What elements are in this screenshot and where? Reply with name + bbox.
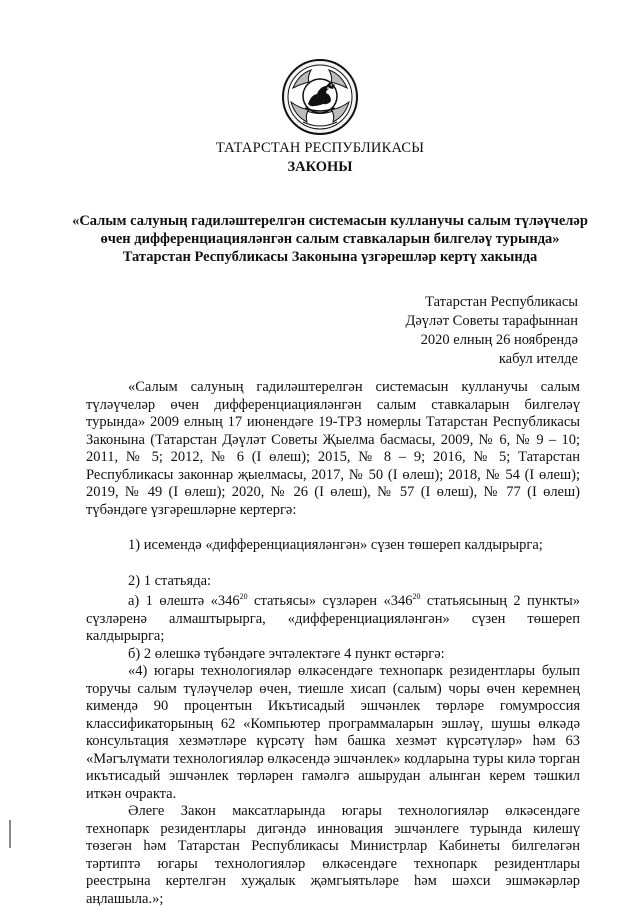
amendment-item-1: 1) исемендә «дифференциацияләнгән» сүзен төшереп калдырырга; xyxy=(128,537,543,553)
title-line-2: өчен дифференциацияләнгән салым ставкаларын билгеләү турында» xyxy=(100,231,560,247)
new-point-4: «4) югары технологияләр өлкәсендәге технопарк резидентлары булып торучы салым түләүчеләр өчен, тиешле хисап (салым) чоры өчен керемнең кимендә 90 процентын Икътисадый эшчәнлек төрләре гомумроссия классификаторының 62 «Компьютер программаларын эшләү, шушы өлкәдә консультация хезмәтләре күрсәтү һәм башка хезмәт күрсәтүләр» һәм 63 «Мәгълүмати технологияләр өлкәсендә эшчәнлек» кодларына туры килә торган икътисадый эшчәнлек төрләрен гамәлгә ашырудан алынган керем тәшкил иткән очракта. xyxy=(86,663,581,802)
item-2a-text-2: статьясы» сүзләрен «346 xyxy=(247,593,413,609)
item-2a-sup-1: 20 xyxy=(239,592,248,602)
coat-of-arms-icon xyxy=(281,58,359,136)
item-2a-sup-2: 20 xyxy=(412,592,421,602)
closing-paragraph: Әлеге Закон максатларында югары технологияләр өлкәсендәге технопарк резидентлары дигәндә инновация эшчәнлеге турында килешү төзегән һәм Татарстан Республикасы Министрлар Кабинеты билгеләгән тәртиптә югары технологияләр өлкәсендәге технопарк резидентлары реестрына кертелгән хуҗалык җәмгыятьләре һәм шәхси эшмәкәрләр аңлашыла.»; xyxy=(86,803,580,907)
item-2a-text-3: статьясының 2 пункты» сүзләренә алмаштырырга, «дифференциацияләнгән» сүзен төшереп калдырырга; xyxy=(86,593,580,644)
amendment-item-2: 2) 1 статьяда: xyxy=(128,572,212,589)
adoption-line-3: 2020 елның 26 ноябрендә xyxy=(420,332,578,348)
republic-name: ТАТАРСТАН РЕСПУБЛИКАСЫ xyxy=(215,140,425,156)
adoption-line-2: Дәүләт Советы тарафыннан xyxy=(405,313,578,329)
law-heading: ЗАКОНЫ xyxy=(287,159,353,175)
amendment-item-2b: б) 2 өлешкә түбәндәге эчтәлектәге 4 пункт өстәргә: xyxy=(128,645,445,662)
intro-paragraph: «Салым салуның гадиләштерелгән системасын кулланучы салым түләүчеләр өчен дифференциацияләнгән салым ставкаларын билгеләү турында» 2009 елның 17 июнендәге 19-ТРЗ номерлы Татарстан Республикасы Законына (Татарстан Дәүләт Советы Җыелма басмасы, 2009, № 6, № 9 – 10; 2011, № 5; 2012, № 6 (I өлеш); 2015, № 8 – 9; 2016, № 5; Татарстан Республикасы законнар җыелмасы, 2017, № 50 (I өлеш); 2018, № 54 (I өлеш); 2019, № 49 (I өлеш); 2020, № 26 (I өлеш), № 57 (I өлеш), № 77 (I өлеш) түбәндәге үзгәрешләрне кертергә: xyxy=(86,379,580,518)
document-body xyxy=(86,379,580,908)
item-2a-text-1: а) 1 өлештә «346 xyxy=(128,593,240,609)
document-title xyxy=(60,212,600,266)
scan-mark xyxy=(9,820,11,848)
adoption-line-4: кабул ителде xyxy=(498,351,578,367)
adoption-line-1: Татарстан Республикасы xyxy=(425,294,578,310)
title-line-3: Татарстан Республикасы Законына үзгәрешләр кертү хакында xyxy=(122,249,538,265)
adoption-block xyxy=(405,293,578,369)
title-line-1: «Салым салуның гадиләштерелгән системасын кулланучы салым түләүчеләр xyxy=(72,213,588,229)
amendment-item-2a xyxy=(86,593,580,646)
